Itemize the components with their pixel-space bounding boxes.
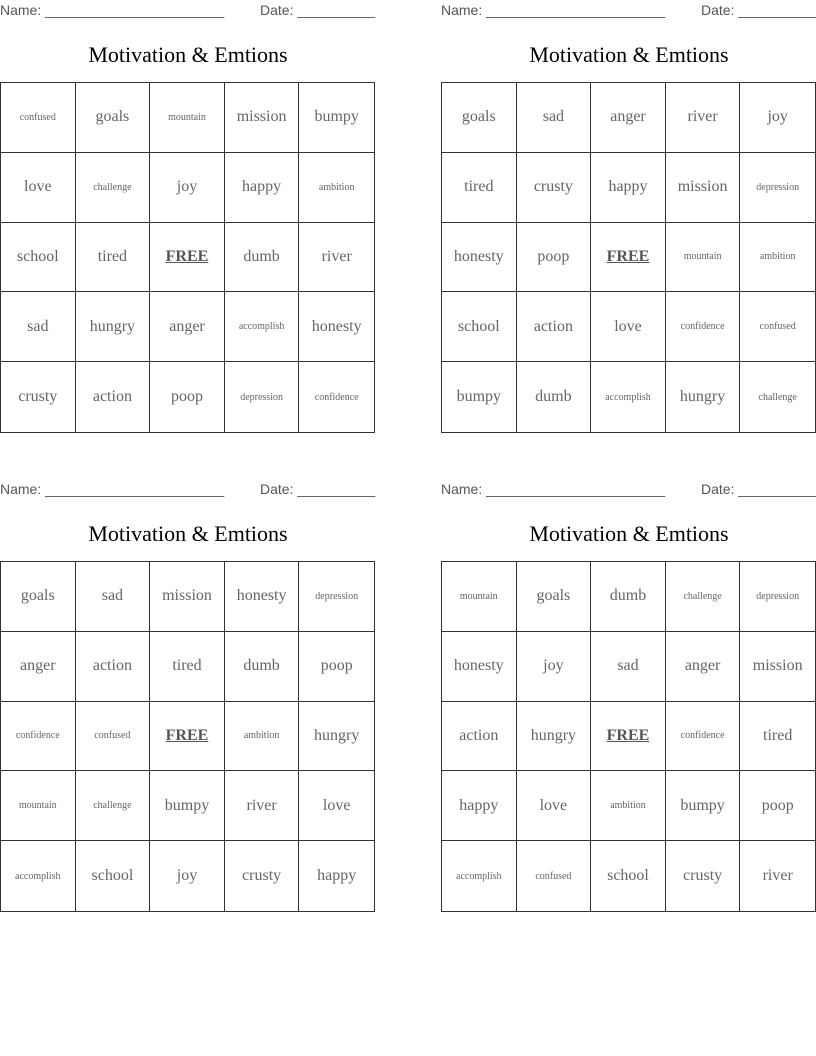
bingo-cell: poop: [299, 632, 374, 702]
bingo-cell: depression: [740, 153, 815, 223]
bingo-cell: bumpy: [150, 771, 225, 841]
bingo-cell: crusty: [517, 153, 592, 223]
bingo-cell: ambition: [591, 771, 666, 841]
bingo-cell: school: [76, 841, 151, 911]
bingo-cell: confidence: [314, 391, 359, 403]
bingo-cell: poop: [517, 223, 592, 293]
bingo-cell: mission: [225, 83, 300, 153]
bingo-cell: sad: [1, 292, 76, 362]
bingo-cell: tired: [150, 632, 225, 702]
date-field: Date: __________: [260, 2, 376, 18]
bingo-cell: confidence: [666, 292, 741, 362]
bingo-cell: crusty: [666, 841, 741, 911]
bingo-cell: mountain: [666, 223, 741, 293]
bingo-cell: accomplish: [591, 362, 666, 432]
bingo-card-1: [0, 0, 376, 450]
bingo-cell: sad: [517, 83, 592, 153]
bingo-cell: challenge: [76, 153, 151, 223]
bingo-cell: bumpy: [299, 83, 374, 153]
bingo-cell: tired: [740, 702, 815, 772]
bingo-card-2: [441, 0, 816, 450]
bingo-cell: love: [299, 771, 374, 841]
card-title: Motivation & Emtions: [529, 521, 729, 546]
bingo-cell: crusty: [225, 841, 300, 911]
bingo-grid: [441, 561, 816, 912]
bingo-grid: [0, 82, 375, 433]
bingo-cell: joy: [150, 153, 225, 223]
bingo-cell: goals: [1, 562, 76, 632]
bingo-grid: [441, 82, 816, 433]
bingo-cell: mountain: [1, 771, 76, 841]
bingo-cell: river: [762, 867, 793, 885]
bingo-cell: school: [442, 292, 517, 362]
bingo-cell: depression: [225, 362, 300, 432]
bingo-cell: challenge: [76, 771, 151, 841]
header-row: [441, 2, 816, 20]
free-space-cell: FREE: [591, 702, 666, 772]
bingo-cell: confused: [517, 841, 592, 911]
card-title: Motivation & Emtions: [529, 42, 729, 67]
free-space-cell: FREE: [150, 702, 225, 772]
bingo-cell: action: [517, 292, 592, 362]
header-row: [0, 481, 376, 499]
bingo-cell: ambition: [299, 153, 374, 223]
bingo-cell: joy: [150, 841, 225, 911]
bingo-cell: happy: [442, 771, 517, 841]
bingo-cell: honesty: [442, 632, 517, 702]
bingo-cell: anger: [1, 632, 76, 702]
bingo-cell: tired: [76, 223, 151, 293]
bingo-cell: anger: [150, 292, 225, 362]
bingo-cell: happy: [225, 153, 300, 223]
free-space-cell: FREE: [150, 223, 225, 293]
bingo-cell: confused: [76, 702, 151, 772]
date-field: Date: __________: [701, 481, 816, 497]
bingo-cell: poop: [740, 771, 815, 841]
bingo-cell: dumb: [517, 362, 592, 432]
bingo-cell: school: [1, 223, 76, 293]
bingo-card-4: [441, 479, 816, 929]
bingo-cell: goals: [442, 83, 517, 153]
bingo-cell: hungry: [517, 702, 592, 772]
bingo-cell: anger: [666, 632, 741, 702]
bingo-cell: honesty: [225, 562, 300, 632]
bingo-cell: hungry: [666, 362, 741, 432]
bingo-cell: river: [666, 83, 741, 153]
bingo-cell: river: [225, 771, 300, 841]
bingo-cell: love: [517, 771, 592, 841]
bingo-cell: dumb: [591, 562, 666, 632]
bingo-cell: sad: [591, 632, 666, 702]
bingo-cell: bumpy: [442, 362, 517, 432]
name-field: Name: _______________________: [0, 481, 225, 497]
name-field: Name: _______________________: [441, 2, 666, 18]
bingo-cell: confidence: [666, 702, 741, 772]
bingo-cell: action: [442, 702, 517, 772]
bingo-cell: accomplish: [442, 841, 517, 911]
bingo-grid: [0, 561, 375, 912]
name-field: Name: _______________________: [0, 2, 225, 18]
bingo-cell: hungry: [299, 702, 374, 772]
bingo-cell: ambition: [740, 223, 815, 293]
bingo-card-3: [0, 479, 376, 929]
bingo-cell: challenge: [666, 562, 741, 632]
bingo-cell: dumb: [225, 223, 300, 293]
bingo-cell: action: [76, 362, 151, 432]
date-field: Date: __________: [260, 481, 376, 497]
bingo-cell: mountain: [442, 562, 517, 632]
bingo-cell: confused: [740, 292, 815, 362]
bingo-cell: mission: [740, 632, 815, 702]
bingo-cell: confused: [1, 83, 76, 153]
bingo-cell: honesty: [442, 223, 517, 293]
bingo-cell: tired: [442, 153, 517, 223]
bingo-cell: accomplish: [225, 292, 300, 362]
bingo-cell: school: [591, 841, 666, 911]
bingo-cell: mission: [666, 153, 741, 223]
bingo-cell: bumpy: [666, 771, 741, 841]
bingo-cell: challenge: [758, 391, 797, 403]
bingo-cell: love: [591, 292, 666, 362]
bingo-cell: love: [1, 153, 76, 223]
bingo-cell: crusty: [1, 362, 76, 432]
bingo-cell: mission: [150, 562, 225, 632]
bingo-cell: joy: [740, 83, 815, 153]
free-space-cell: FREE: [591, 223, 666, 293]
bingo-cell: happy: [591, 153, 666, 223]
card-title: Motivation & Emtions: [88, 42, 288, 67]
bingo-cell: anger: [591, 83, 666, 153]
bingo-cell: river: [299, 223, 374, 293]
bingo-cell: poop: [150, 362, 225, 432]
header-row: [441, 481, 816, 499]
bingo-cell: honesty: [299, 292, 374, 362]
bingo-cell: depression: [299, 562, 374, 632]
bingo-cell: ambition: [225, 702, 300, 772]
bingo-cell: goals: [517, 562, 592, 632]
name-field: Name: _______________________: [441, 481, 666, 497]
bingo-cell: goals: [76, 83, 151, 153]
bingo-cell: dumb: [225, 632, 300, 702]
bingo-cell: mountain: [150, 83, 225, 153]
date-field: Date: __________: [701, 2, 816, 18]
bingo-cell: happy: [317, 867, 357, 885]
bingo-cell: accomplish: [1, 841, 76, 911]
card-title: Motivation & Emtions: [88, 521, 288, 546]
bingo-cell: action: [76, 632, 151, 702]
bingo-cell: depression: [740, 562, 815, 632]
bingo-cell: confidence: [1, 702, 76, 772]
bingo-cell: joy: [517, 632, 592, 702]
bingo-cell: hungry: [76, 292, 151, 362]
bingo-cell: sad: [76, 562, 151, 632]
header-row: [0, 2, 376, 20]
